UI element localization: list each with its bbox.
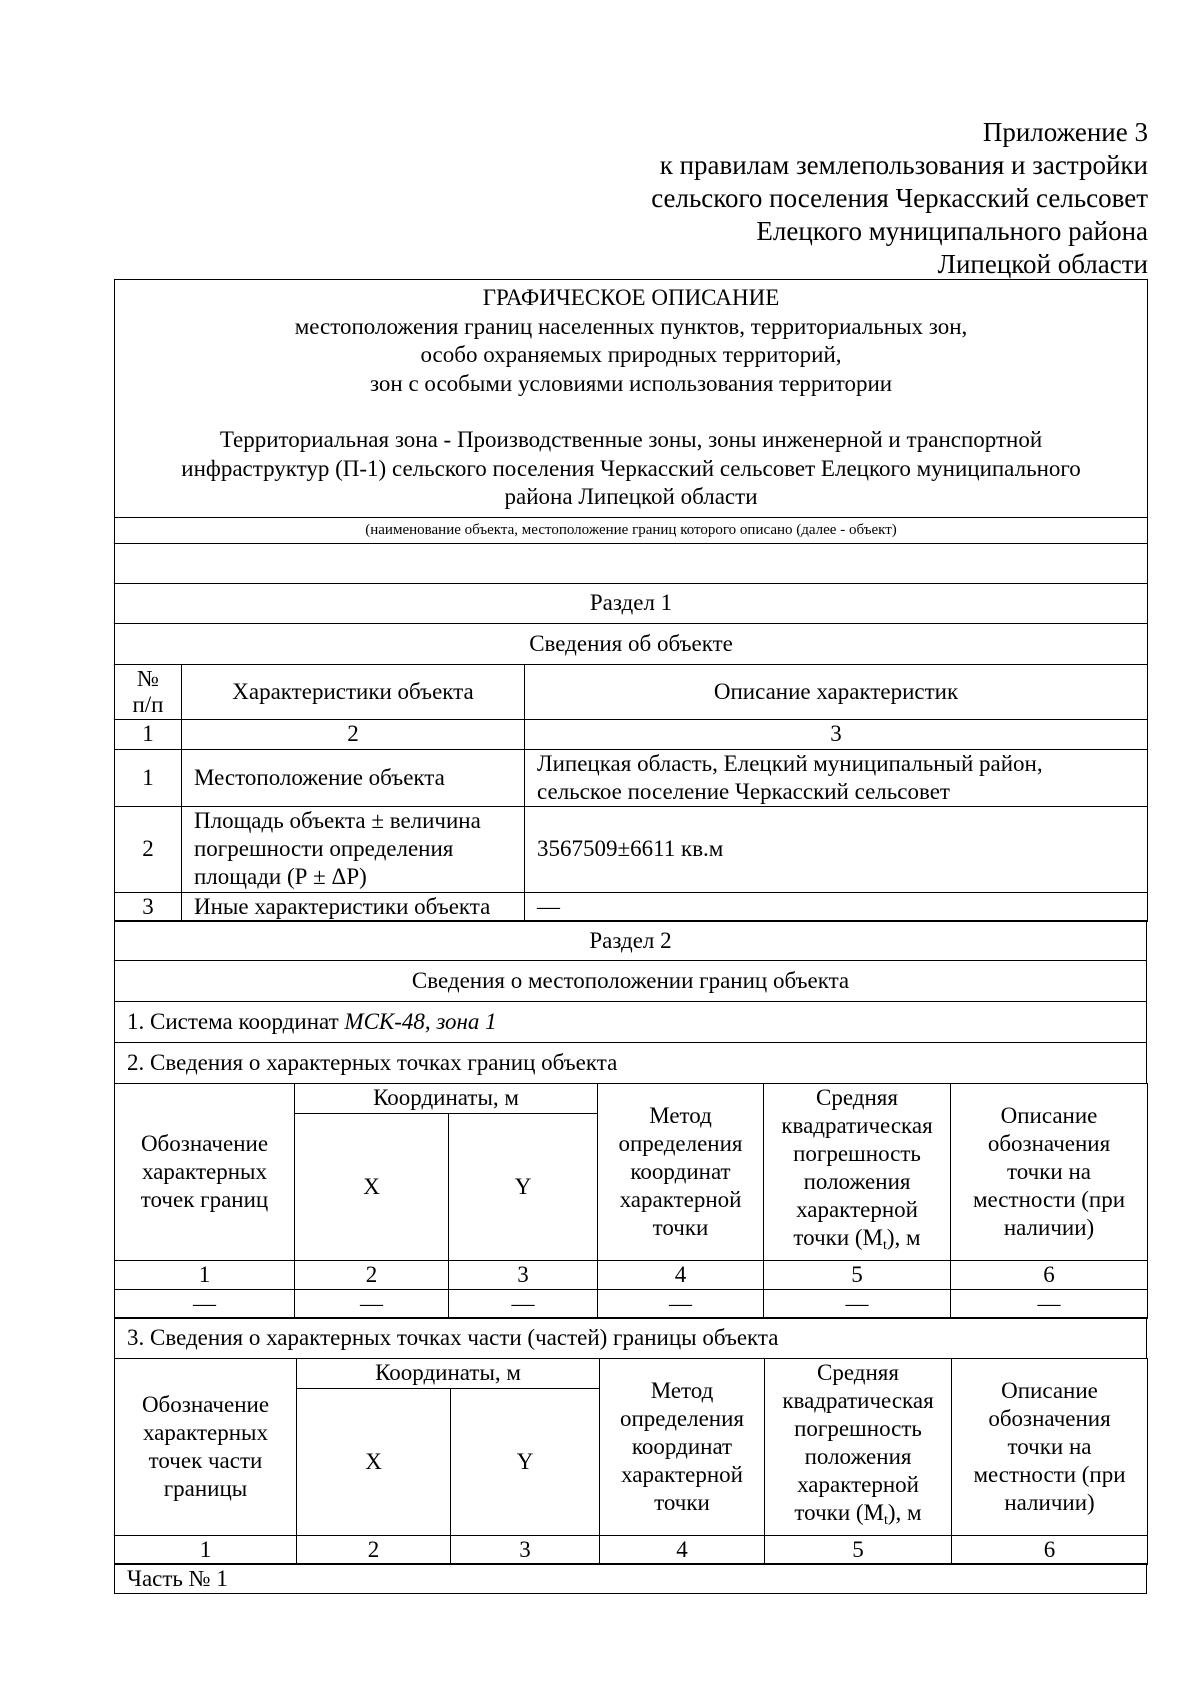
row-number: 1 — [115, 749, 182, 806]
appendix-line: сельского поселения Черкасский сельсовет — [651, 183, 1148, 213]
error-header — [764, 1083, 951, 1260]
parts-title: 3. Сведения о характерных точках части (частей) границы объекта — [115, 1318, 1147, 1359]
subtitle-line: особо охраняемых природных территорий, — [420, 342, 842, 367]
section2-header-table — [114, 920, 1147, 1084]
method-header: Метод определения координат характерной точки — [600, 1358, 765, 1535]
column-number: 3 — [449, 1260, 598, 1289]
coordinates-header: Координаты, м — [297, 1358, 600, 1389]
error-header-unit: ), м — [886, 1224, 921, 1250]
section1-subtitle: Сведения об объекте — [115, 623, 1148, 664]
row-number: 2 — [115, 806, 182, 892]
column-number: 3 — [525, 719, 1148, 749]
column-number: 1 — [115, 1260, 295, 1289]
column-number: 2 — [295, 1260, 449, 1289]
column-number: 1 — [115, 719, 182, 749]
characteristic-name: Местоположение объекта — [182, 749, 525, 806]
document-header — [115, 280, 1148, 518]
error-header-unit: ), м — [887, 1499, 922, 1525]
object-caption: (наименование объекта, местоположение границ которого описано (далее - объект) — [115, 517, 1148, 543]
table-cell: — — [295, 1289, 449, 1318]
characteristic-value: — — [525, 892, 1148, 921]
column-number: 2 — [182, 719, 525, 749]
characteristic-name: Иные характеристики объекта — [182, 892, 525, 921]
object-name-line: Территориальная зона - Производственные зоны, зоны инженерной и транспортной — [219, 427, 1043, 452]
document-title: ГРАФИЧЕСКОЕ ОПИСАНИЕ — [482, 285, 780, 310]
points-table — [114, 1083, 1148, 1319]
section2-title: Раздел 2 — [115, 921, 1147, 961]
column-number: 3 — [451, 1535, 600, 1564]
appendix-line: Приложение 3 — [982, 117, 1148, 147]
points-title: 2. Сведения о характерных точках границ объекта — [115, 1043, 1147, 1084]
characteristic-name: Площадь объекта ± величина погрешности определения площади (Р ± ΔР) — [182, 806, 525, 892]
x-header: X — [297, 1389, 451, 1535]
error-header-subscript: t — [883, 1237, 887, 1253]
table-cell: — — [598, 1289, 764, 1318]
col-characteristics-header: Характеристики объекта — [182, 664, 525, 719]
appendix-line: к правилам землепользования и застройки — [659, 150, 1148, 180]
table-cell: — — [764, 1289, 951, 1318]
object-name-line: инфраструктур (П-1) сельского поселения Черкасский сельсовет Елецкого муниципального — [181, 455, 1081, 481]
parts-table — [114, 1358, 1148, 1565]
characteristic-value: 3567509±6611 кв.м — [525, 806, 1148, 892]
column-number: 4 — [598, 1260, 764, 1289]
subtitle-line: зон с особыми условиями использования территории — [369, 370, 893, 396]
x-header: X — [295, 1114, 449, 1260]
col-description-header: Описание характеристик — [525, 664, 1148, 719]
appendix-block — [651, 116, 1148, 281]
column-number: 6 — [952, 1535, 1148, 1564]
point-description-header: Описание обозначения точки на местности (при наличии) — [952, 1358, 1148, 1535]
coordinate-system — [115, 1002, 1147, 1043]
column-number: 5 — [764, 1260, 951, 1289]
object-name-line: района Липецкой области — [504, 484, 758, 509]
column-number: 1 — [115, 1535, 297, 1564]
graphic-description-form — [114, 279, 1147, 1594]
appendix-line: Липецкой области — [937, 249, 1148, 279]
empty-row — [115, 543, 1148, 583]
part-label-table — [114, 1563, 1147, 1594]
coordinate-system-value: МСК-48, зона 1 — [344, 1009, 497, 1034]
coordinate-system-label: 1. Система координат — [127, 1009, 345, 1034]
error-header-text: Средняя квадратическая погрешность положения характерной точки (M — [782, 1359, 934, 1525]
error-header-text: Средняя квадратическая погрешность положения характерной точки (M — [781, 1084, 933, 1250]
coordinates-header: Координаты, м — [295, 1083, 598, 1114]
characteristic-value: Липецкая область, Елецкий муниципальный район, сельское поселение Черкасский сельсовет — [525, 749, 1148, 806]
section2-subtitle: Сведения о местоположении границ объекта — [115, 961, 1147, 1002]
part-point-designation-header: Обозначение характерных точек части границы — [115, 1358, 297, 1535]
parts-title-table — [114, 1317, 1147, 1359]
row-number: 3 — [115, 892, 182, 921]
table-cell: — — [951, 1289, 1148, 1318]
header-section1-table — [114, 279, 1148, 922]
table-cell: — — [115, 1289, 295, 1318]
error-header — [765, 1358, 952, 1535]
appendix-line: Елецкого муниципального района — [756, 216, 1148, 246]
column-number: 2 — [297, 1535, 451, 1564]
error-header-subscript: t — [884, 1512, 888, 1528]
y-header: Y — [451, 1389, 600, 1535]
col-number-header: № п/п — [115, 664, 182, 719]
column-number: 5 — [765, 1535, 952, 1564]
part-label: Часть № 1 — [115, 1564, 1147, 1594]
column-number: 6 — [951, 1260, 1148, 1289]
point-description-header: Описание обозначения точки на местности (при наличии) — [951, 1083, 1148, 1260]
table-cell: — — [449, 1289, 598, 1318]
column-number: 4 — [600, 1535, 765, 1564]
subtitle-line: местоположения границ населенных пунктов, территориальных зон, — [294, 313, 968, 339]
y-header: Y — [449, 1114, 598, 1260]
section1-title: Раздел 1 — [115, 583, 1148, 623]
method-header: Метод определения координат характерной точки — [598, 1083, 764, 1260]
point-designation-header: Обозначение характерных точек границ — [115, 1083, 295, 1260]
